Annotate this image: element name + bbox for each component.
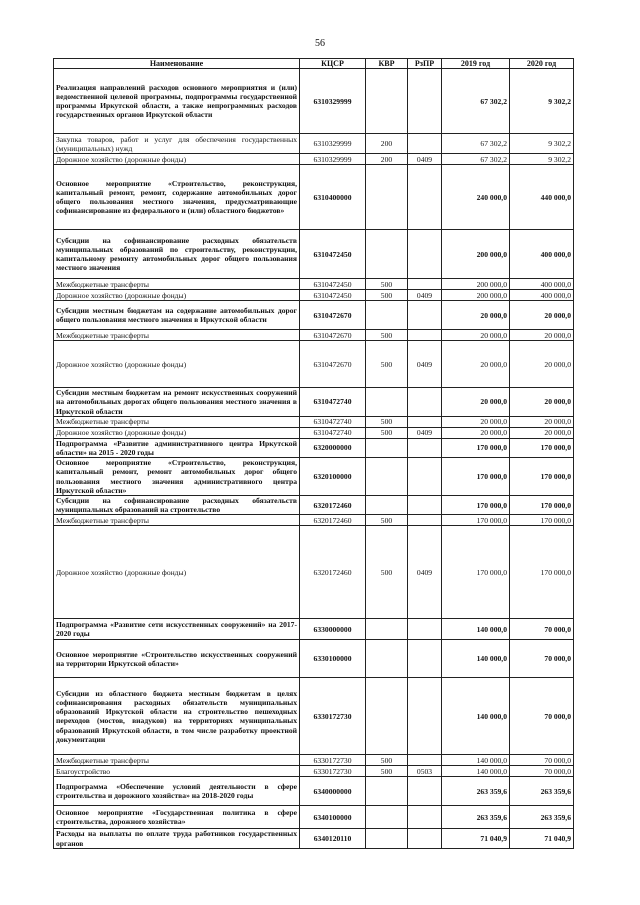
cell-y2020: 170 000,0 (510, 526, 574, 619)
cell-y2020: 400 000,0 (510, 290, 574, 301)
cell-kcsr: 6340000000 (300, 777, 366, 806)
cell-kcsr: 6310472670 (300, 341, 366, 388)
cell-kvr: 200 (366, 154, 408, 165)
cell-y2020: 9 302,2 (510, 69, 574, 134)
table-row (54, 458, 574, 496)
cell-kvr (366, 388, 408, 417)
table-row (54, 496, 574, 515)
cell-y2019: 67 302,2 (442, 69, 510, 134)
cell-y2019: 20 000,0 (442, 427, 510, 438)
cell-kvr: 500 (366, 330, 408, 341)
cell-kcsr: 6330172730 (300, 766, 366, 777)
cell-rzpr (408, 279, 442, 290)
cell-y2019: 200 000,0 (442, 230, 510, 279)
table-row (54, 755, 574, 766)
cell-y2019: 67 302,2 (442, 134, 510, 154)
cell-rzpr (408, 438, 442, 457)
cell-y2019: 170 000,0 (442, 458, 510, 496)
cell-y2019: 140 000,0 (442, 766, 510, 777)
table-row (54, 279, 574, 290)
cell-name: Благоустройство (54, 766, 300, 777)
table-row (54, 427, 574, 438)
table-row (54, 515, 574, 526)
cell-y2020: 71 040,9 (510, 829, 574, 848)
cell-name: Дорожное хозяйство (дорожные фонды) (54, 427, 300, 438)
cell-name: Основное мероприятие «Государственная политика в сфере строительства, дорожного хозяйства» (54, 806, 300, 829)
cell-name: Межбюджетные трансферты (54, 515, 300, 526)
cell-y2019: 20 000,0 (442, 341, 510, 388)
cell-y2019: 170 000,0 (442, 515, 510, 526)
cell-rzpr (408, 458, 442, 496)
cell-rzpr (408, 388, 442, 417)
cell-rzpr (408, 416, 442, 427)
cell-kcsr: 6310329999 (300, 134, 366, 154)
cell-y2019: 170 000,0 (442, 526, 510, 619)
cell-kcsr: 6310472670 (300, 301, 366, 330)
cell-y2020: 263 359,6 (510, 806, 574, 829)
cell-kvr: 500 (366, 290, 408, 301)
cell-y2020: 9 302,2 (510, 154, 574, 165)
cell-y2019: 20 000,0 (442, 388, 510, 417)
cell-y2019: 67 302,2 (442, 154, 510, 165)
cell-name: Межбюджетные трансферты (54, 416, 300, 427)
cell-rzpr: 0409 (408, 526, 442, 619)
cell-y2020: 20 000,0 (510, 388, 574, 417)
table-row (54, 154, 574, 165)
cell-kvr (366, 301, 408, 330)
cell-kvr: 200 (366, 134, 408, 154)
cell-rzpr: 0409 (408, 290, 442, 301)
cell-kcsr: 6310472740 (300, 388, 366, 417)
cell-y2020: 70 000,0 (510, 678, 574, 755)
cell-rzpr (408, 829, 442, 848)
cell-name: Основное мероприятие «Строительство, реконструкция, капитальный ремонт, ремонт автомобильных дорог общего пользования местного значения административного центра Иркутской области» (54, 458, 300, 496)
table-header-row (54, 59, 574, 69)
cell-kvr: 500 (366, 427, 408, 438)
cell-kvr: 500 (366, 416, 408, 427)
cell-name: Основное мероприятие «Строительство, реконструкция, капитальный ремонт, ремонт, содержание автомобильных дорог общего пользования местного значения, предусматривающие софинансирование из федерального и (или) областного бюджетов» (54, 165, 300, 230)
header-name: Наименование (54, 59, 300, 69)
cell-name: Субсидии местным бюджетам на ремонт искусственных сооружений на автомобильных дорогах общего пользования местного значения в Иркутской области (54, 388, 300, 417)
table-row (54, 388, 574, 417)
cell-y2019: 263 359,6 (442, 806, 510, 829)
cell-kcsr: 6320100000 (300, 458, 366, 496)
cell-kvr (366, 165, 408, 230)
cell-kvr: 500 (366, 341, 408, 388)
cell-name: Подпрограмма «Обеспечение условий деятельности в сфере строительства и дорожного хозяйства» на 2018-2020 годы (54, 777, 300, 806)
cell-name: Расходы на выплаты по оплате труда работников государственных органов (54, 829, 300, 848)
cell-rzpr (408, 165, 442, 230)
cell-y2020: 9 302,2 (510, 134, 574, 154)
header-2020: 2020 год (510, 59, 574, 69)
cell-rzpr (408, 301, 442, 330)
cell-name: Дорожное хозяйство (дорожные фонды) (54, 154, 300, 165)
cell-kvr (366, 69, 408, 134)
budget-table (53, 58, 574, 849)
header-2019: 2019 год (442, 59, 510, 69)
cell-y2020: 400 000,0 (510, 279, 574, 290)
cell-name: Подпрограмма «Развитие административного центра Иркутской области» на 2015 - 2020 годы (54, 438, 300, 457)
cell-y2020: 20 000,0 (510, 416, 574, 427)
table-row (54, 416, 574, 427)
cell-rzpr (408, 515, 442, 526)
cell-y2020: 20 000,0 (510, 427, 574, 438)
cell-rzpr: 0409 (408, 154, 442, 165)
cell-kcsr: 6310472450 (300, 230, 366, 279)
table-row (54, 290, 574, 301)
cell-kvr (366, 777, 408, 806)
cell-rzpr: 0503 (408, 766, 442, 777)
cell-name: Субсидии на софинансирование расходных обязательств муниципальных образований на строительство (54, 496, 300, 515)
cell-rzpr (408, 619, 442, 640)
cell-y2020: 70 000,0 (510, 640, 574, 678)
table-row (54, 640, 574, 678)
cell-y2019: 140 000,0 (442, 755, 510, 766)
cell-y2019: 170 000,0 (442, 438, 510, 457)
table-row (54, 766, 574, 777)
cell-name: Дорожное хозяйство (дорожные фонды) (54, 341, 300, 388)
table-row (54, 230, 574, 279)
table-row (54, 806, 574, 829)
cell-y2019: 20 000,0 (442, 416, 510, 427)
cell-kcsr: 6320172460 (300, 496, 366, 515)
cell-kcsr: 6330100000 (300, 640, 366, 678)
table-row (54, 165, 574, 230)
cell-kvr: 500 (366, 766, 408, 777)
cell-kvr (366, 496, 408, 515)
cell-kvr (366, 619, 408, 640)
cell-name: Межбюджетные трансферты (54, 755, 300, 766)
cell-kcsr: 6320000000 (300, 438, 366, 457)
cell-y2020: 170 000,0 (510, 438, 574, 457)
cell-y2020: 440 000,0 (510, 165, 574, 230)
header-rzpr: РзПР (408, 59, 442, 69)
cell-y2020: 20 000,0 (510, 301, 574, 330)
cell-y2020: 170 000,0 (510, 515, 574, 526)
cell-y2020: 263 359,6 (510, 777, 574, 806)
cell-kcsr: 6340120110 (300, 829, 366, 848)
cell-y2019: 140 000,0 (442, 619, 510, 640)
cell-kcsr: 6330000000 (300, 619, 366, 640)
table-row (54, 619, 574, 640)
cell-kcsr: 6330172730 (300, 755, 366, 766)
cell-rzpr (408, 134, 442, 154)
cell-y2020: 70 000,0 (510, 619, 574, 640)
cell-y2019: 20 000,0 (442, 301, 510, 330)
table-row (54, 69, 574, 134)
cell-y2019: 200 000,0 (442, 290, 510, 301)
cell-y2019: 140 000,0 (442, 678, 510, 755)
cell-rzpr (408, 755, 442, 766)
cell-rzpr (408, 640, 442, 678)
cell-y2020: 20 000,0 (510, 341, 574, 388)
cell-y2019: 240 000,0 (442, 165, 510, 230)
cell-y2020: 170 000,0 (510, 458, 574, 496)
cell-name: Реализация направлений расходов основного мероприятия и (или) ведомственной целевой программы, подпрограммы государственной программы Иркутской области, а также непрограммных расходов государственных органов Иркутской области (54, 69, 300, 134)
cell-kcsr: 6310400000 (300, 165, 366, 230)
cell-kcsr: 6310329999 (300, 154, 366, 165)
cell-y2020: 70 000,0 (510, 766, 574, 777)
cell-y2020: 400 000,0 (510, 230, 574, 279)
cell-rzpr: 0409 (408, 427, 442, 438)
cell-kvr (366, 829, 408, 848)
table-row (54, 134, 574, 154)
cell-kcsr: 6310329999 (300, 69, 366, 134)
page-number: 56 (315, 38, 325, 49)
cell-kvr (366, 806, 408, 829)
cell-kvr (366, 438, 408, 457)
cell-kvr (366, 230, 408, 279)
cell-kcsr: 6310472740 (300, 427, 366, 438)
cell-kvr: 500 (366, 515, 408, 526)
cell-rzpr: 0409 (408, 341, 442, 388)
cell-kvr: 500 (366, 526, 408, 619)
cell-kcsr: 6340100000 (300, 806, 366, 829)
cell-rzpr (408, 806, 442, 829)
cell-name: Основное мероприятие «Строительство искусственных сооружений на территории Иркутской области» (54, 640, 300, 678)
cell-kcsr: 6310472450 (300, 279, 366, 290)
table-row (54, 438, 574, 457)
cell-kvr (366, 458, 408, 496)
cell-name: Дорожное хозяйство (дорожные фонды) (54, 526, 300, 619)
table-row (54, 330, 574, 341)
cell-rzpr (408, 777, 442, 806)
table-row (54, 829, 574, 848)
cell-y2019: 140 000,0 (442, 640, 510, 678)
cell-rzpr (408, 678, 442, 755)
cell-name: Подпрограмма «Развитие сети искусственных сооружений» на 2017-2020 годы (54, 619, 300, 640)
cell-y2019: 20 000,0 (442, 330, 510, 341)
cell-rzpr (408, 496, 442, 515)
header-kvr: КВР (366, 59, 408, 69)
cell-kvr (366, 678, 408, 755)
table-row (54, 678, 574, 755)
cell-rzpr (408, 230, 442, 279)
cell-kcsr: 6320172460 (300, 526, 366, 619)
cell-name: Межбюджетные трансферты (54, 279, 300, 290)
cell-kvr (366, 640, 408, 678)
header-kcsr: КЦСР (300, 59, 366, 69)
cell-y2020: 70 000,0 (510, 755, 574, 766)
table-row (54, 777, 574, 806)
cell-y2019: 71 040,9 (442, 829, 510, 848)
cell-y2020: 20 000,0 (510, 330, 574, 341)
cell-kcsr: 6310472740 (300, 416, 366, 427)
table-row (54, 301, 574, 330)
cell-kcsr: 6310472450 (300, 290, 366, 301)
cell-y2020: 170 000,0 (510, 496, 574, 515)
cell-y2019: 170 000,0 (442, 496, 510, 515)
cell-y2019: 200 000,0 (442, 279, 510, 290)
table-row (54, 526, 574, 619)
cell-kcsr: 6330172730 (300, 678, 366, 755)
cell-name: Межбюджетные трансферты (54, 330, 300, 341)
cell-name: Субсидии на софинансирование расходных обязательств муниципальных образований по строительству, реконструкции, капитальному ремонту автомобильных дорог общего пользования местного значения (54, 230, 300, 279)
cell-kcsr: 6320172460 (300, 515, 366, 526)
cell-rzpr (408, 69, 442, 134)
cell-name: Субсидии из областного бюджета местным бюджетам в целях софинансирования расходных обязательств муниципальных образований Иркутской области на строительство пешеходных переходов (мостов, виадуков) на территориях муниципальных образований Иркутской области, в том числе разработку проектной документации (54, 678, 300, 755)
cell-y2019: 263 359,6 (442, 777, 510, 806)
cell-name: Закупка товаров, работ и услуг для обеспечения государственных (муниципальных) нужд (54, 134, 300, 154)
cell-kvr: 500 (366, 279, 408, 290)
cell-rzpr (408, 330, 442, 341)
cell-kcsr: 6310472670 (300, 330, 366, 341)
cell-name: Дорожное хозяйство (дорожные фонды) (54, 290, 300, 301)
table-row (54, 341, 574, 388)
cell-kvr: 500 (366, 755, 408, 766)
cell-name: Субсидии местным бюджетам на содержание автомобильных дорог общего пользования местного значения в Иркутской области (54, 301, 300, 330)
